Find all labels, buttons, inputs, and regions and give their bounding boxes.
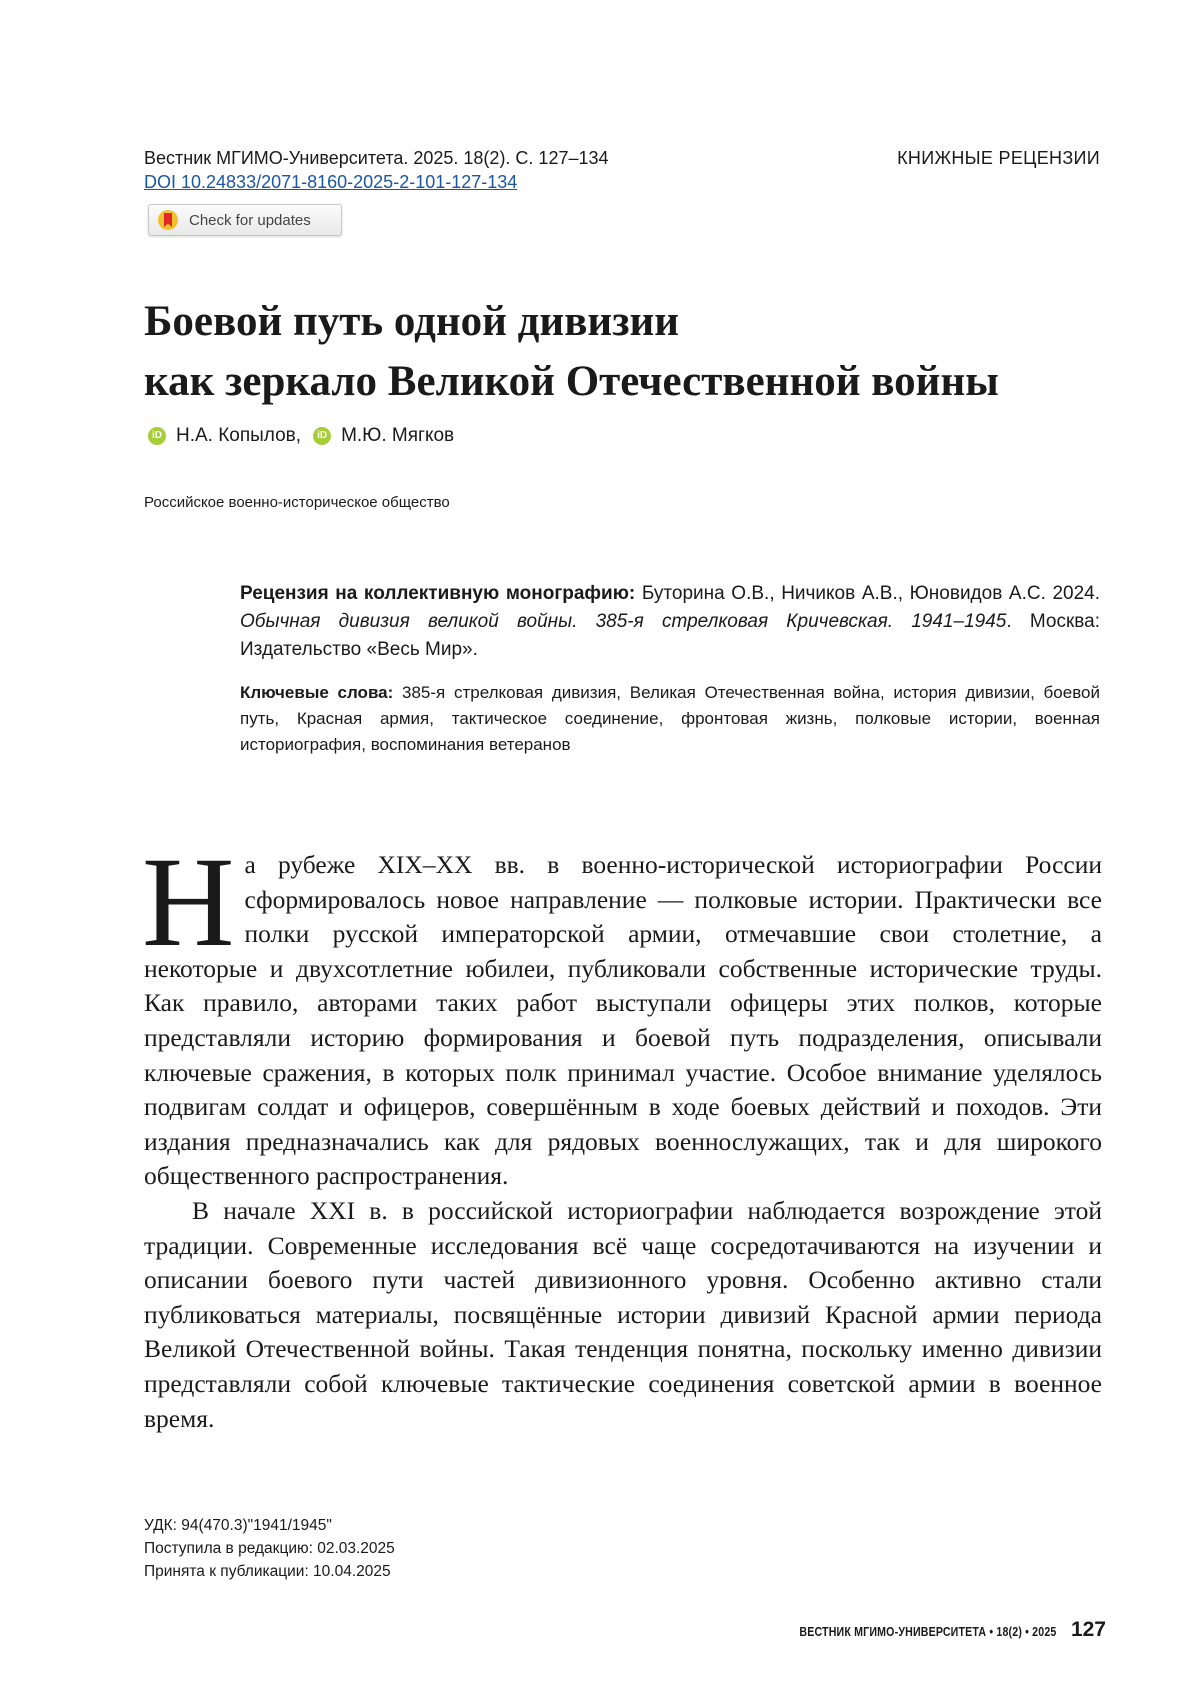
- article-title: [144, 292, 1104, 412]
- title-line-1: Боевой путь одной дивизии: [144, 292, 1104, 352]
- review-book-title: Обычная дивизия великой войны. 385-я стрелковая Кричевская. 1941–1945: [240, 611, 1006, 632]
- footer-journal: ВЕСТНИК МГИМО-УНИВЕРСИТЕТА • 18(2) • 2025: [800, 1625, 1057, 1639]
- keywords: [240, 680, 1100, 758]
- review-label: Рецензия на коллективную монографию:: [240, 583, 635, 604]
- keywords-label: Ключевые слова:: [240, 683, 393, 702]
- paragraph-2: В начале XXI в. в российской историографии наблюдается возрожде­ние этой традиции. Современные исследования всё чаще сосредотачиваются на изучении и описании боевого пути частей дивизионного уровня. Особенно активно стали публиковаться материалы, посвящённые истории дивизий Крас­ной армии периода Великой Отечественной войны. Такая тенденция понятна, поскольку именно дивизии представляли собой ключевые тактические соеди­нения советской армии в военное время.: [144, 1194, 1102, 1436]
- journal-citation: Вестник МГИМО-Университета. 2025. 18(2). С. 127–134: [144, 146, 609, 170]
- udk: УДК: 94(470.3)"1941/1945": [144, 1514, 395, 1537]
- article-body: [144, 848, 1102, 1436]
- keywords-text: 385-я стрелковая дивизия, Великая Отечественная война, история ди­визии, боевой путь, Красная армия, тактическое соединение, фронтовая жизнь, полковые истории, военная историография, воспоминания ветеранов: [240, 683, 1100, 754]
- accepted-date: Принята к публикации: 10.04.2025: [144, 1560, 395, 1583]
- review-publisher: . Москва: Издательство «Весь Мир».: [240, 611, 1100, 660]
- review-authors: Буторина О.В., Ничиков А.В., Юно­видов А.С. 2024.: [635, 583, 1100, 604]
- received-date: Поступила в редакцию: 02.03.2025: [144, 1537, 395, 1560]
- author-1: Н.А. Копылов,: [176, 424, 301, 448]
- bookmark-icon: [157, 209, 179, 231]
- author-2: М.Ю. Мягков: [341, 424, 454, 448]
- page-number: 127: [1071, 1618, 1106, 1642]
- affiliation: Российское военно-историческое общество: [144, 494, 450, 511]
- paragraph-1: [144, 848, 1102, 1194]
- orcid-icon[interactable]: iD: [148, 427, 166, 445]
- review-info: [240, 580, 1100, 664]
- article-meta: [144, 1514, 395, 1583]
- section-label: КНИЖНЫЕ РЕЦЕНЗИИ: [897, 146, 1100, 170]
- title-line-2: как зеркало Великой Отечественной войны: [144, 352, 1104, 412]
- check-for-updates-button[interactable]: [148, 204, 342, 236]
- doi-link[interactable]: DOI 10.24833/2071-8160-2025-2-101-127-134: [144, 170, 517, 194]
- page-footer: [754, 1618, 1106, 1642]
- check-for-updates-label: Check for updates: [189, 212, 311, 229]
- orcid-icon[interactable]: iD: [313, 427, 331, 445]
- drop-cap: Н: [142, 854, 234, 950]
- paragraph-1-text: а рубеже XIX–XX вв. в военно-исторической историографии России сформировалось новое направление — полковые истории. Практиче­ски все полки русской императорской армии, отмечавшие свои сто­летние, а некоторые и двухсотлетние юбилеи, публиковали собственные исто­рические труды. Как правило, авторами таких работ выступали офицеры этих полков, которые представляли историю формирования и боевой путь подраз­деления, описывали ключевые сражения, в которых полк принимал участие. Особое внимание уделялось подвигам солдат и офицеров, совершённым в ходе боевых действий и походов. Эти издания предназначались как для рядовых военнослужащих, так и для широкого общественного распространения.: [144, 850, 1102, 1190]
- authors: [148, 424, 454, 448]
